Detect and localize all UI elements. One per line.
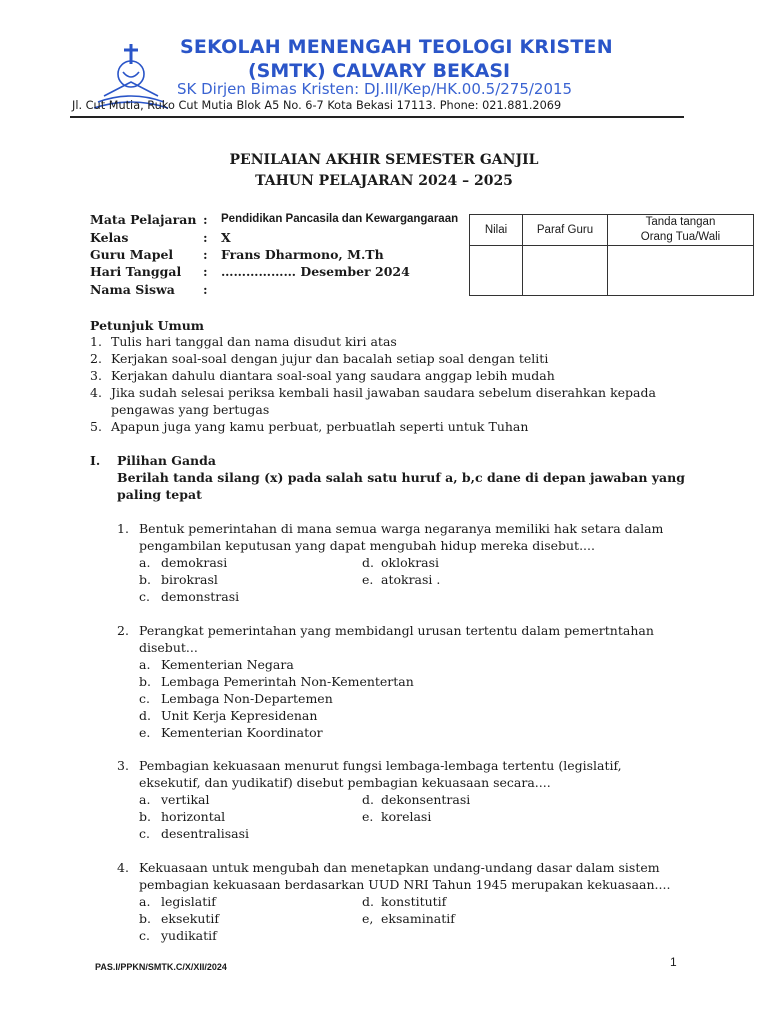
instruction-text: Tulis hari tanggal dan nama disudut kiri atas — [111, 334, 397, 349]
exam-year: TAHUN PELAJARAN 2024 – 2025 — [255, 173, 513, 189]
field-label-class: Kelas — [90, 230, 129, 245]
school-short-name: (SMTK) CALVARY BEKASI — [248, 60, 511, 82]
option-text-c: Lembaga Non-Departemen — [161, 691, 333, 706]
instruction-text: Apapun juga yang kamu perbuat, perbuatlah seperti untuk Tuhan — [111, 419, 529, 434]
option-letter-e[interactable]: e. — [362, 809, 374, 824]
instruction-text-continued: pengawas yang bertugas — [111, 402, 270, 417]
instruction-text: Jika sudah selesai periksa kembali hasil jawaban saudara sebelum diserahkan kepada — [111, 385, 656, 400]
question-text-continued: eksekutif, dan yudikatif) disebut pembagian kekuasaan secara.... — [139, 775, 551, 790]
option-letter-c[interactable]: c. — [139, 589, 150, 604]
grade-table — [469, 214, 754, 296]
option-letter-a[interactable]: a. — [139, 792, 151, 807]
section-instruction-continued: paling tepat — [117, 487, 202, 502]
option-text-c: desentralisasi — [161, 826, 249, 841]
grade-cell-parent-signature[interactable] — [608, 246, 754, 296]
instruction-number: 5. — [90, 419, 102, 434]
grade-header-parent-signature — [608, 215, 754, 246]
option-letter-b[interactable]: b. — [139, 809, 151, 824]
field-value-subject: Pendidikan Pancasila dan Kewargangaraan — [221, 213, 459, 225]
section-number: I. — [90, 453, 101, 468]
instruction-text: Kerjakan dahulu diantara soal-soal yang saudara anggap lebih mudah — [111, 368, 555, 383]
option-letter-d[interactable]: d. — [362, 792, 374, 807]
option-letter-b[interactable]: b. — [139, 674, 151, 689]
option-text-a: vertikal — [161, 792, 210, 807]
option-text-e: Kementerian Koordinator — [161, 725, 323, 740]
option-letter-a[interactable]: a. — [139, 555, 151, 570]
instruction-number: 2. — [90, 351, 102, 366]
question-number: 4. — [117, 860, 129, 875]
field-colon: : — [203, 230, 208, 245]
field-value-class: X — [221, 230, 231, 245]
question-number: 3. — [117, 758, 129, 773]
option-text-d: oklokrasi — [381, 555, 440, 570]
page-number: 1 — [670, 955, 677, 969]
question-text-continued: pengambilan keputusan yang dapat mengubah hidup mereka disebut.... — [139, 538, 595, 553]
option-text-a: demokrasi — [161, 555, 228, 570]
question-number: 2. — [117, 623, 129, 638]
option-letter-e[interactable]: e. — [139, 725, 151, 740]
grade-cell-score[interactable] — [470, 246, 523, 296]
option-letter-d[interactable]: d. — [362, 555, 374, 570]
school-address: Jl. Cut Mutia, Ruko Cut Mutia Blok A5 No. 6-7 Kota Bekasi 17113. Phone: 021.881.2069 — [72, 99, 562, 112]
question-text: Bentuk pemerintahan di mana semua warga negaranya memiliki hak setara dalam — [139, 521, 664, 536]
question-text: Kekuasaan untuk mengubah dan menetapkan undang-undang dasar dalam sistem — [139, 860, 660, 875]
field-label-subject: Mata Pelajaran — [90, 212, 197, 227]
option-text-d: dekonsentrasi — [381, 792, 471, 807]
question-text: Perangkat pemerintahan yang membidangl urusan tertentu dalam pemertntahan — [139, 623, 654, 638]
field-value-date: ……………… Desember 2024 — [221, 264, 410, 279]
parent-signature-label-2: Orang Tua/Wali — [640, 231, 721, 243]
option-text-b: birokrasl — [161, 572, 218, 587]
instructions-heading: Petunjuk Umum — [90, 318, 205, 333]
option-letter-a[interactable]: a. — [139, 657, 151, 672]
field-label-teacher: Guru Mapel — [90, 247, 174, 262]
question-text-continued: pembagian kekuasaan berdasarkan UUD NRI Tahun 1945 merupakan kekuasaan.... — [139, 877, 671, 892]
instruction-number: 1. — [90, 334, 102, 349]
school-decree: SK Dirjen Bimas Kristen: DJ.III/Kep/HK.00.5/275/2015 — [177, 80, 573, 98]
question-text: Pembagian kekuasaan menurut fungsi lembaga-lembaga tertentu (legislatif, — [139, 758, 622, 773]
option-letter-d[interactable]: d. — [139, 708, 151, 723]
grade-header-score: Nilai — [470, 215, 523, 246]
option-text-e: korelasi — [381, 809, 432, 824]
school-name: SEKOLAH MENENGAH TEOLOGI KRISTEN — [180, 36, 613, 58]
option-letter-a[interactable]: a. — [139, 894, 151, 909]
instruction-number: 3. — [90, 368, 102, 383]
section-title: Pilihan Ganda — [117, 453, 216, 468]
option-text-b: Lembaga Pemerintah Non-Kementertan — [161, 674, 414, 689]
option-letter-b[interactable]: b. — [139, 572, 151, 587]
instruction-number: 4. — [90, 385, 102, 400]
header-divider — [70, 116, 684, 118]
option-text-e: atokrasi . — [381, 572, 441, 587]
field-label-date: Hari Tanggal — [90, 264, 182, 279]
document-code: PAS.I/PPKN/SMTK.C/X/XII/2024 — [95, 962, 227, 972]
option-text-b: eksekutif — [161, 911, 220, 926]
option-text-d: Unit Kerja Kepresidenan — [161, 708, 318, 723]
exam-title: PENILAIAN AKHIR SEMESTER GANJIL — [229, 152, 539, 168]
option-letter-c[interactable]: c. — [139, 928, 150, 943]
option-letter-e[interactable]: e. — [362, 572, 374, 587]
option-text-c: yudikatif — [161, 928, 217, 943]
section-instruction: Berilah tanda silang (x) pada salah satu huruf a, b,c dane di depan jawaban yang — [117, 470, 685, 485]
option-text-e: eksaminatif — [381, 911, 455, 926]
option-letter-d[interactable]: d. — [362, 894, 374, 909]
option-text-b: horizontal — [161, 809, 226, 824]
field-colon: : — [203, 264, 208, 279]
option-text-a: Kementerian Negara — [161, 657, 294, 672]
field-label-student-name: Nama Siswa — [90, 282, 175, 297]
field-colon: : — [203, 282, 208, 297]
option-letter-c[interactable]: c. — [139, 691, 150, 706]
question-number: 1. — [117, 521, 129, 536]
option-text-d: konstitutif — [381, 894, 447, 909]
option-letter-b[interactable]: b. — [139, 911, 151, 926]
option-text-a: legislatif — [161, 894, 216, 909]
option-text-c: demonstrasi — [161, 589, 240, 604]
instruction-text: Kerjakan soal-soal dengan jujur dan bacalah setiap soal dengan teliti — [111, 351, 549, 366]
grade-header-teacher-initial: Paraf Guru — [523, 215, 608, 246]
field-colon: : — [203, 247, 208, 262]
option-letter-e[interactable]: e, — [362, 911, 374, 926]
grade-cell-teacher-initial[interactable] — [523, 246, 608, 296]
field-colon: : — [203, 212, 208, 227]
option-letter-c[interactable]: c. — [139, 826, 150, 841]
parent-signature-label-1: Tanda tangan — [645, 216, 716, 228]
field-value-teacher: Frans Dharmono, M.Th — [221, 247, 384, 262]
question-text-continued: disebut... — [139, 640, 198, 655]
